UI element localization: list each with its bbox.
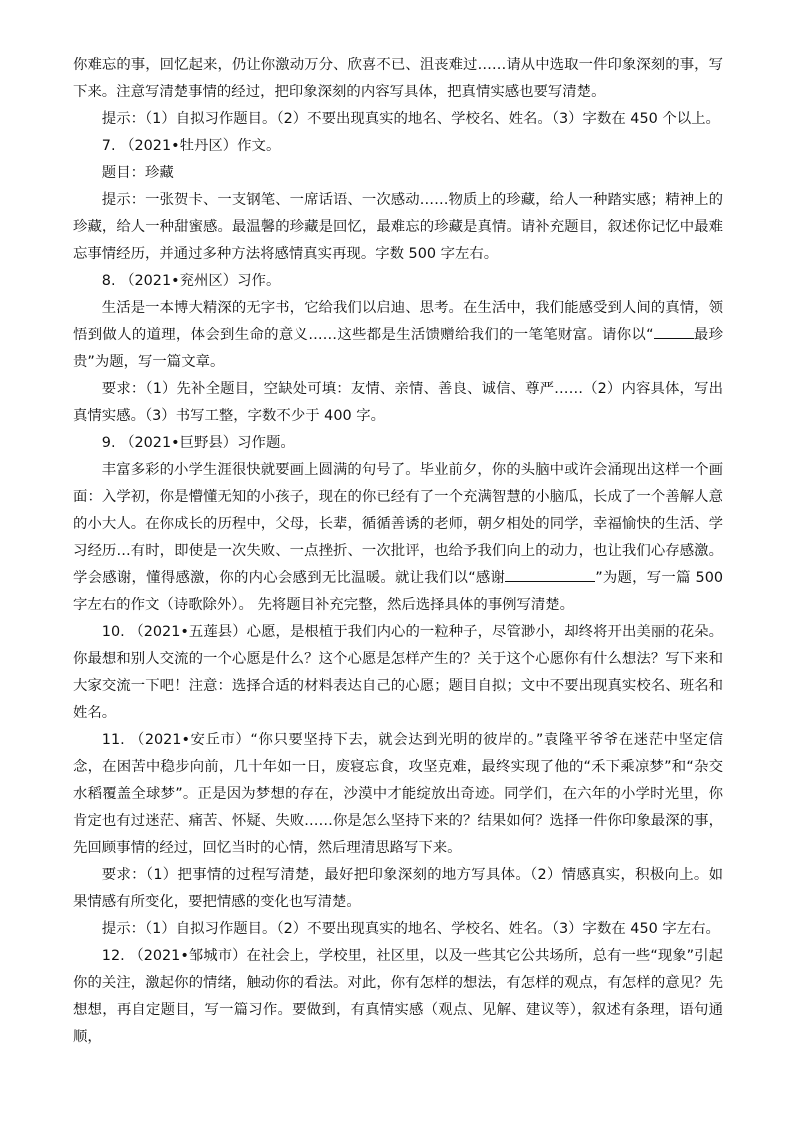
- question-12-body: 12. （2021•邹城市）在社会上，学校里，社区里，以及一些其它公共场所，总有一些“现象”引起你的关注，激起你的情绪，触动你的看法。对此，你有怎样的想法，有怎样的观点，有怎样的意见？先想想，再自定题目，写一篇习作。要做到，有真情实感（观点、见解、建议等），叙述有条理，语句通顺，: [73, 948, 723, 1045]
- question-11-hint: 提示：（1）自拟习作题目。（2）不要出现真实的地名、学校名、姓名。（3）字数在 450 字左右。: [101, 921, 720, 937]
- question-9-text-before: 丰富多彩的小学生涯很快就要画上圆满的句号了。毕业前夕，你的头脑中或许会涌现出这样一个画面：入学初，你是懵懂无知的小孩子，现在的你已经有了一个充满智慧的小脑瓜，长成了一个善解人意的小大人。在你成长的历程中，父母，长辈，循循善诱的老师，朝夕相处的同学，幸福愉快的生活、学习经历…有时，即使是一次失败、一点挫折、一次批评，也给予我们向上的动力，也让我们心存感激。学会感谢，懂得感激，你的内心会感到无比温暖。就让我们以“感谢: [73, 462, 723, 586]
- paragraph-hint: 提示：（1）自拟习作题目。（2）不要出现真实的地名、学校名、姓名。（3）字数在 450 个以上。: [101, 111, 720, 127]
- question-8-text-before: 生活是一本博大精深的无字书，它给我们以启迪、思考。在生活中，我们能感受到人间的真情，领悟到做人的道理，体会到生命的意义……这些都是生活馈赠给我们的一笔笔财富。请你以“: [73, 300, 723, 343]
- question-11-requirements: 要求：（1）把事情的过程写清楚，最好把印象深刻的地方写具体。（2）情感真实，积极向上。如果情感有所变化，要把情感的变化也写清楚。: [73, 867, 723, 910]
- question-8-body: [73, 295, 723, 376]
- question-7-title: 题目：珍藏: [101, 165, 174, 181]
- question-10-body: 10. （2021•五莲县）心愿，是根植于我们内心的一粒种子，尽管渺小，却终将开出美丽的花朵。你最想和别人交流的一个心愿是什么？这个心愿是怎样产生的？关于这个心愿你有什么想法？写下来和大家交流一下吧！注意：选择合适的材料表达自己的心愿；题目自拟；文中不要出现真实校名、班名和姓名。: [73, 624, 723, 721]
- question-7-hint: 提示：一张贺卡、一支钢笔、一席话语、一次感动……物质上的珍藏，给人一种踏实感；精神上的珍藏，给人一种甜蜜感。最温馨的珍藏是回忆，最难忘的珍藏是真情。请补充题目，叙述你记忆中最难忘事情经历，并通过多种方法将感情真实再现。字数 500 字左右。: [73, 192, 723, 262]
- fill-blank: [505, 566, 595, 582]
- question-heading-8: 8. （2021•兖州区）习作。: [101, 273, 281, 289]
- question-9-text-after: ”为题，写一篇 500 字左右的作文（诗歌除外）。 先将题目补充完整，然后选择具体的事例写清楚。: [73, 570, 723, 613]
- question-11-body: 11. （2021•安丘市）“你只要坚持下去，就会达到光明的彼岸的。”袁隆平爷爷在迷茫中坚定信念，在困苦中稳步向前，几十年如一日，废寝忘食，攻坚克难，最终实现了他的“禾下乘凉梦”和“杂交水稻覆盖全球梦”。正是因为梦想的存在，沙漠中才能绽放出奇迹。同学们，在六年的小学时光里，你肯定也有过迷茫、痛苦、怀疑、失败……你是怎么坚持下来的？结果如何？选择一件你印象最深的事，先回顾事情的经过，回忆当时的心情，然后理清思路写下来。: [73, 732, 723, 856]
- question-heading-9: 9. （2021•巨野县）习作题。: [101, 435, 295, 451]
- question-8-requirements: 要求：（1）先补全题目，空缺处可填：友情、亲情、善良、诚信、尊严……（2）内容具体，写出真情实感。（3）书写工整，字数不少于 400 字。: [73, 381, 723, 424]
- document-page: [73, 52, 723, 1051]
- question-8-text-after: 最珍贵”为题，写一篇文章。: [73, 327, 723, 370]
- question-9-body: [73, 457, 723, 619]
- question-heading-7: 7. （2021•牡丹区）作文。: [101, 138, 281, 154]
- fill-blank: [654, 323, 694, 339]
- paragraph-intro: 你难忘的事，回忆起来，仍让你激动万分、欣喜不已、沮丧难过……请从中选取一件印象深刻的事，写下来。注意写清楚事情的经过，把印象深刻的内容写具体，把真情实感也要写清楚。: [73, 57, 723, 100]
